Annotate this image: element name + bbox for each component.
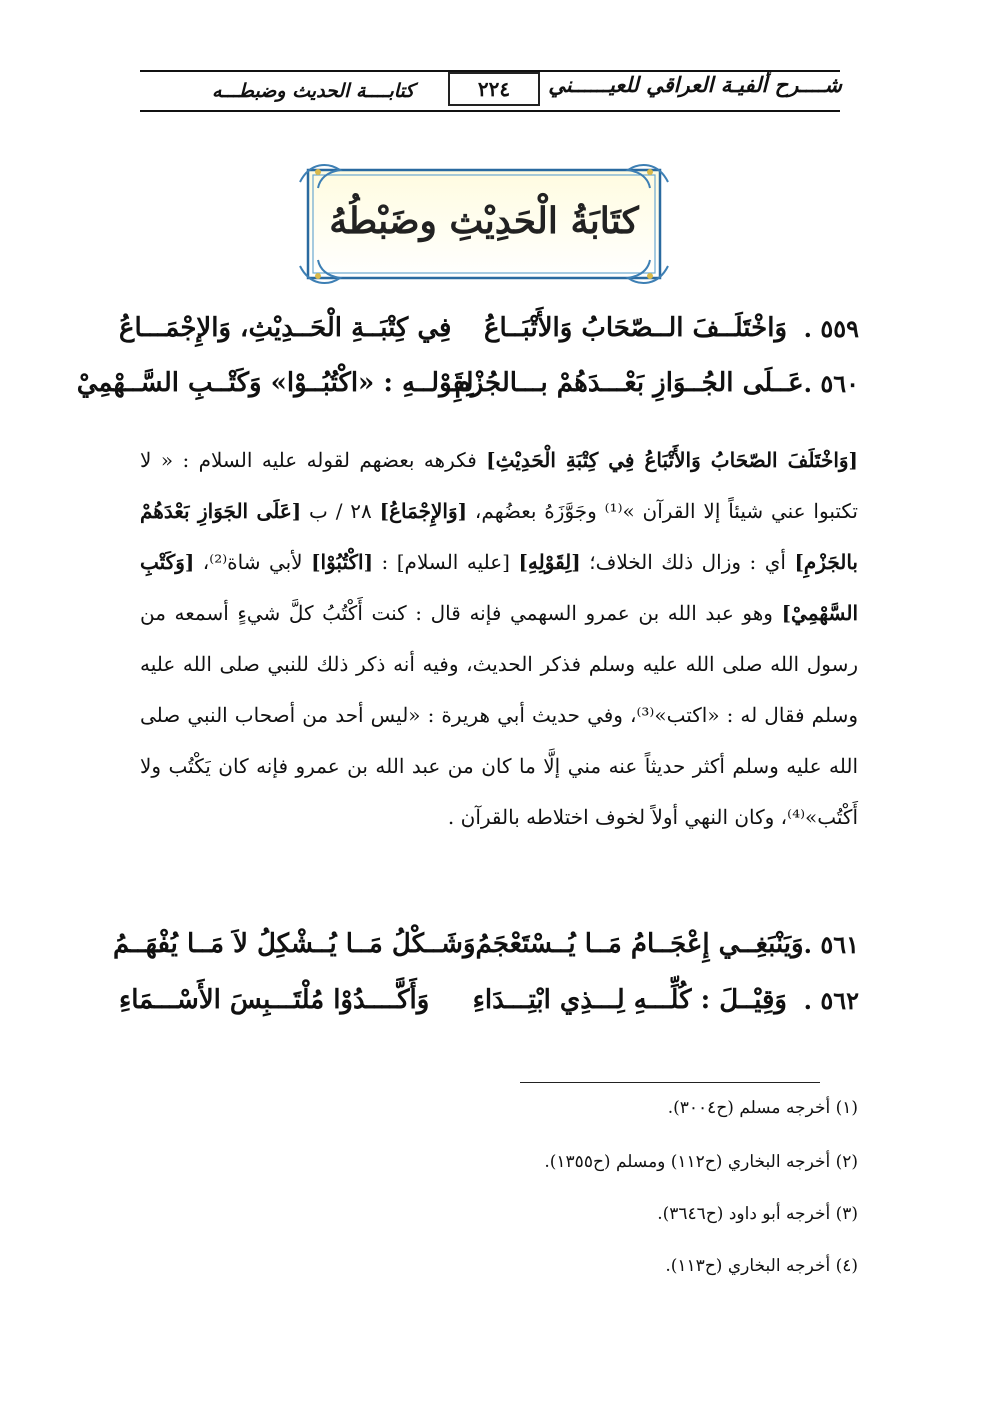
verse-line [113,922,859,966]
footnote: (١) أخرجه مسلم (ح٣٠٠٤). [667,1098,858,1118]
commentary-segment: لأبي شاة⁽²⁾، [194,550,312,574]
verse-number: ٥٦١ . [803,929,859,959]
quoted-verse: [وَالإِجْمَاعُ] [379,499,468,523]
verse-hemistich-first: عَــلَى الجُــوَازِ بَعْـــدَهُمْ بـــالجُزْمِ [454,368,804,398]
section-title: كتَابَةُ الْحَدِيْثِ وضَبْطُهُ [329,200,639,242]
verse-hemistich-second: فِي كِتْبَــةِ الْحَــدِيْثِ، وَالإِجْمَـــاعُ [119,313,452,343]
quoted-verse: [وَكَتْبِ السَّهْمِيْ] [140,550,858,625]
commentary-text [140,435,858,843]
verse-hemistich-first: وَاخْتَلَــفَ الــصّحَابُ وَالأَتْبَــاعُ [483,313,787,343]
verse-line [119,978,859,1022]
verse-line [119,306,859,350]
quoted-verse: [وَاخْتَلَفَ الصّحَابُ وَالأَتْبَاعُ فِي كِتْبَةِ الْحَدِيْثِ] [486,448,859,472]
book-title: شــــرح ألفيـة العراقي للعيــــــني [548,72,842,97]
commentary-segment: أي : وزال ذلك الخلاف؛ [580,550,795,574]
commentary-segment: وهو عبد الله بن عمرو السهمي فإنه قال : كنت أَكْتُبُ كلَّ شيءٍ أسمعه من رسول الله صلى الله عليه وسلم فذكر الحديث، وفيه أنه ذكر ذلك للنبي صلى الله عليه وسلم فقال له : «اكتب»⁽³⁾، وفي حديث أبي هريرة : «ليس أحد من أصحاب النبي صلى الله عليه وسلم أكثر حديثاً عنه مني إلَّا ما كان من عبد الله بن عمرو فإنه كان يَكْتُب ولا أَكْتُب»⁽⁴⁾، وكان النهي أولاً لخوف اختلاطه بالقرآن . [140,601,858,829]
verse-hemistich-second: لِقَوْلــهِ : «اكْتُبُــوْا» وَكَتْــبِ السَّــهْمِيْ [76,368,474,398]
footnote-separator [520,1082,820,1083]
footnote: (٢) أخرجه البخاري (ح١١٢) ومسلم (ح١٣٥٥). [544,1152,858,1172]
page-number: ٢٢٤ [448,72,540,106]
footnote: (٤) أخرجه البخاري (ح١١٣). [665,1256,858,1276]
quoted-verse: [اكْتُبُوْا] [311,550,374,574]
verse-line [76,361,859,405]
verse-hemistich-second: وَأَكَّــــدُوْا مُلْتَـــبِسَ الأَسْـــمَاءِ [119,985,430,1015]
verse-hemistich-second: وَشَــكْلُ مَــا يُــشْكِلُ لاَ مَــا يُفْهَــمُ [113,929,476,959]
verse-number: ٥٦٢ . [803,985,859,1015]
footnote: (٣) أخرجه أبو داود (ح٣٦٤٦). [657,1204,858,1224]
quoted-verse: [لِقَوْلِهِ] [518,550,581,574]
commentary-segment: فكرهه بعضهم لقوله عليه السلام : « لا تكتبوا عني شيئاً إلا القرآن »⁽¹⁾ وجَوَّزَهُ بعضُهم، [140,448,859,523]
verse-number: ٥٥٩ . [803,313,859,343]
quoted-verse: [عَلَى الجَوَازِ بَعْدَهُمْ بالجَزْمِ] [140,499,858,574]
verse-hemistich-first: وَيَنْبَغِــي إِعْجَــامُ مَــا يُــسْتَعْجَمُ [475,929,804,959]
chapter-title: كتابــــة الحديث وضبطـــه [212,80,415,102]
verse-hemistich-first: وَقِيْــلَ : كُلِّـــهِ لِـــذِي ابْتِـــدَاءِ [472,985,787,1015]
commentary-segment: [عليه السلام] : [373,550,519,574]
verse-number: ٥٦٠ . [803,368,859,398]
header-bottom-rule [140,110,840,112]
commentary-segment: ٢٨ / ب [301,499,380,523]
